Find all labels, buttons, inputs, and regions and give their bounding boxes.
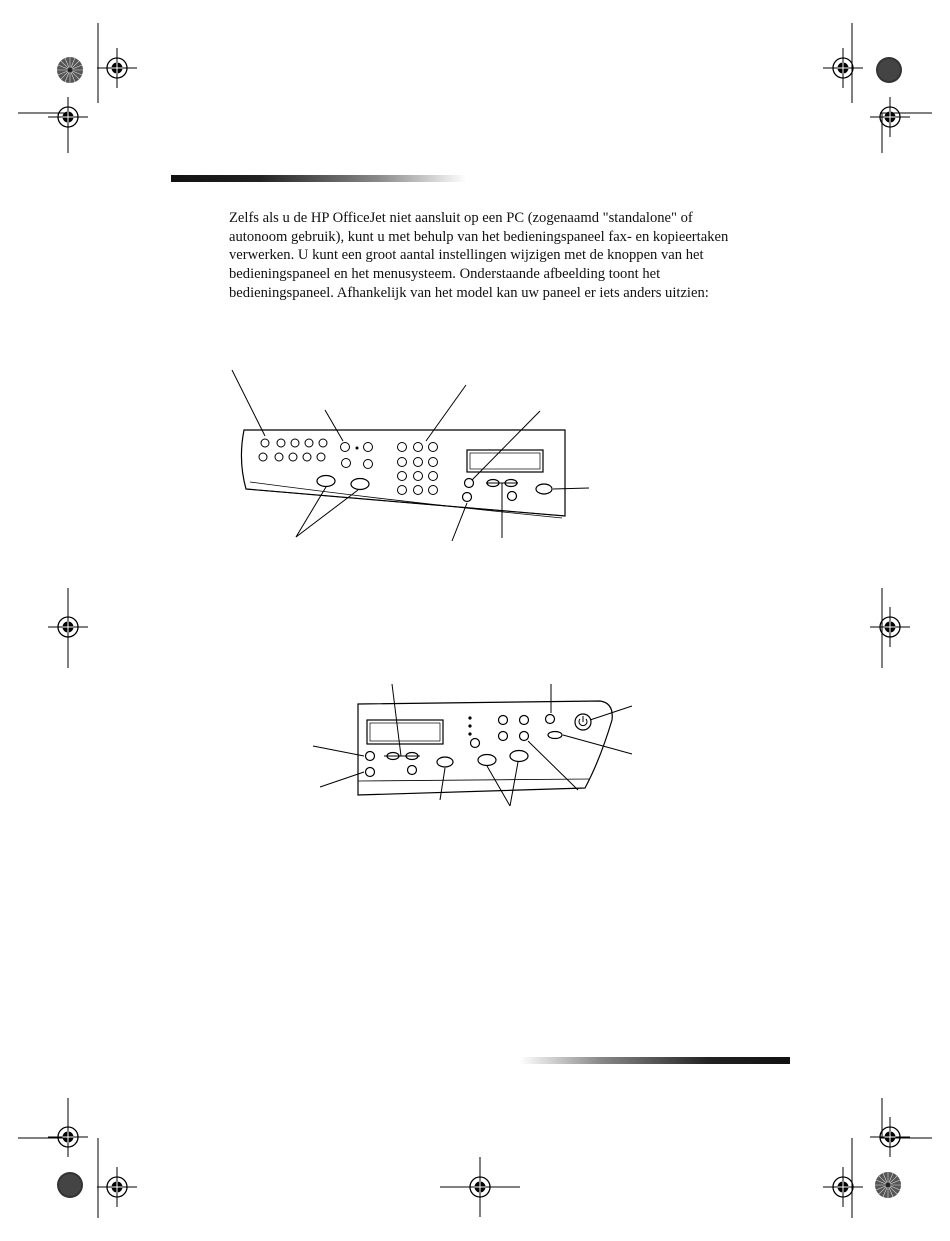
crop-marks <box>18 23 932 1218</box>
intro-paragraph: Zelfs als u de HP OfficeJet niet aansluit op een PC (zogenaamd "standalone" of autonoom gebruik), kunt u met behulp van het bedieningspaneel fax- en kopieertaken verwerken. U kunt een groot aantal instellingen wijzigen met de knoppen van het bedieningspaneel en het menusysteem. Onderstaande afbeelding toont het bedieningspaneel. Afhankelijk van het model kan uw paneel er iets anders uitzien: <box>229 210 729 301</box>
fax-control-panel-illustration <box>232 370 589 541</box>
copier-control-panel-illustration <box>313 684 632 806</box>
bottom-gradient-rule <box>520 1057 790 1064</box>
starburst-calibration-icon <box>57 57 902 1198</box>
crosshair-registration-icon <box>48 48 910 1207</box>
